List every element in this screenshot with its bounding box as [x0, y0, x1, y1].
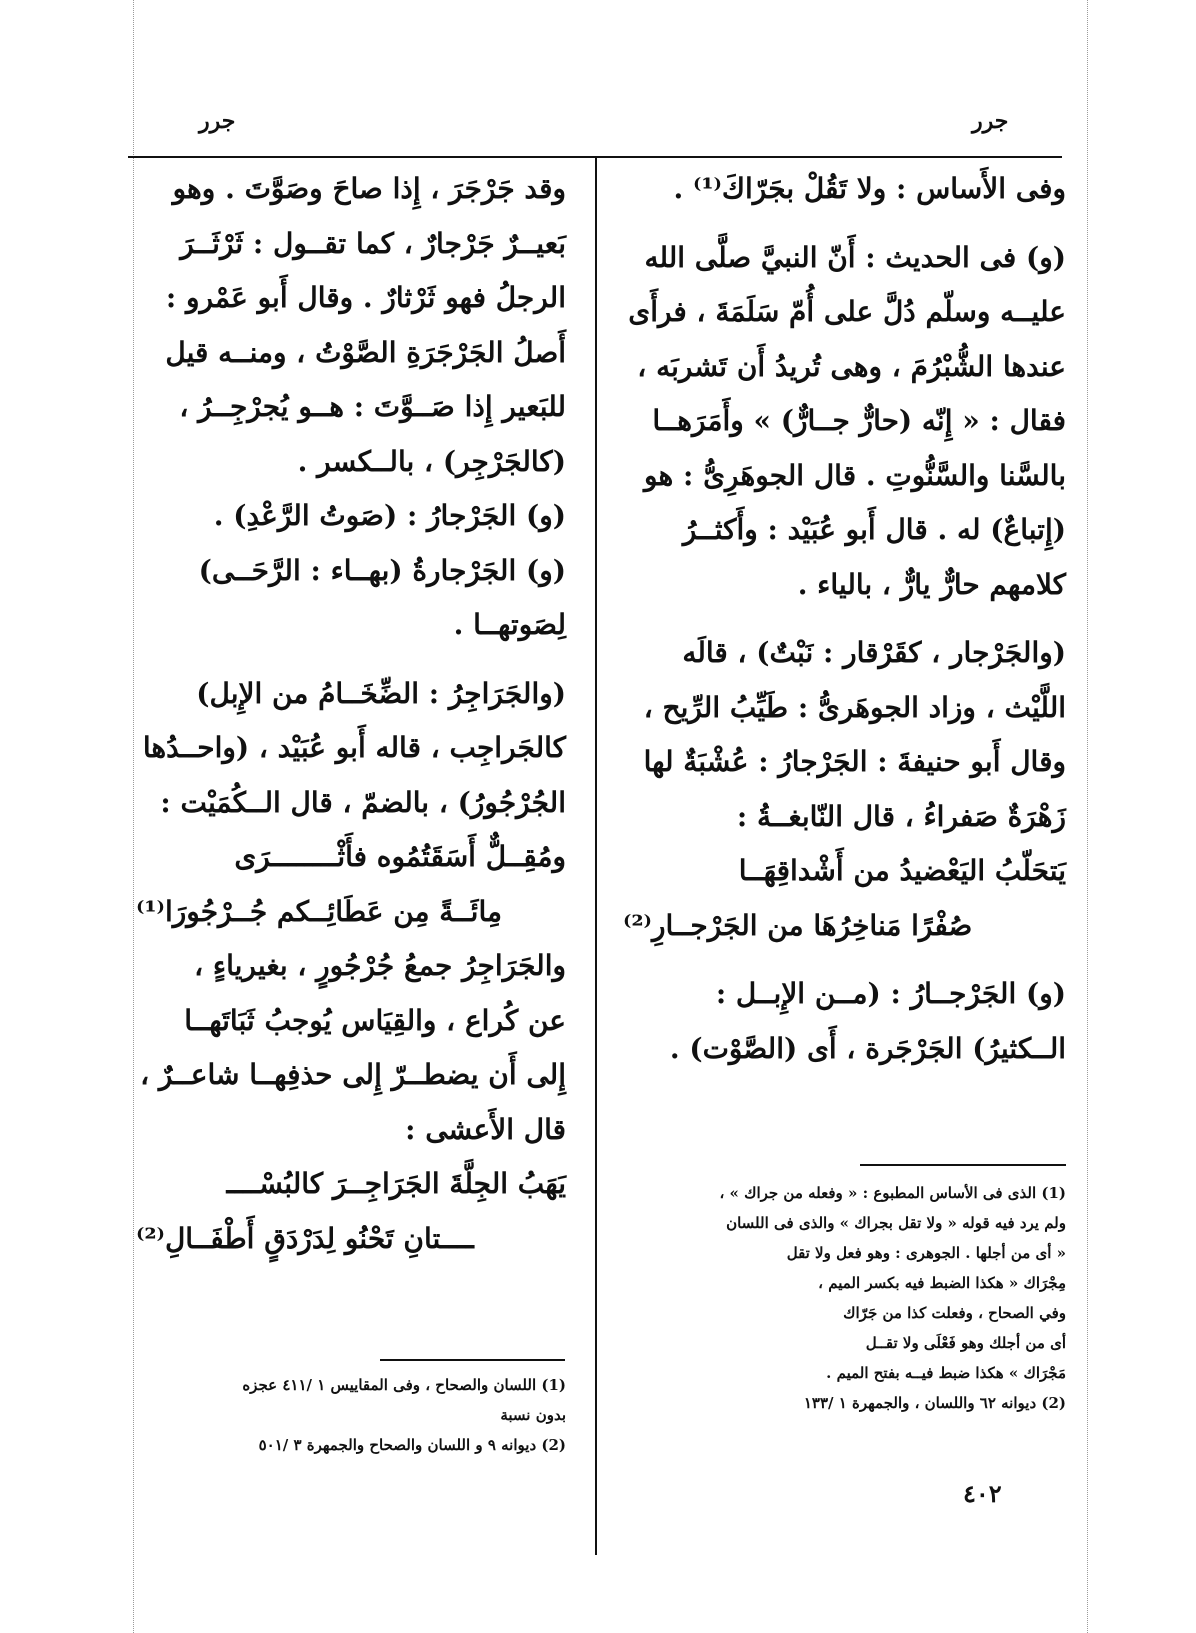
text-line: عن كُراع ، والقِيَاس يُوجبُ ثَبَاتَهــا [184, 1003, 566, 1037]
footnotes-right [623, 1178, 1066, 1418]
page-number: ٤٠٢ [963, 1479, 1002, 1508]
paragraph-gap [623, 612, 1066, 626]
running-header-left: جرر [199, 108, 236, 134]
text-line: (و) الجَرْجارةُ (بهــاء : الرَّحَــى) [198, 553, 566, 587]
text-line: وقال أَبو حنيفةَ : الجَرْجارُ : عُشْبَةٌ لها [643, 745, 1066, 778]
column-divider [595, 158, 597, 1555]
text-line: (والجَرَاجِرُ : الضِّخَــامُ من الإِبل) [196, 676, 566, 710]
text-line: (و) فى الحديث : أَنّ النبيَّ صلَّى الله [644, 240, 1066, 274]
paragraph-gap [623, 953, 1066, 967]
verse-line: مِائَــةً مِن عَطَائِــكم جُــرْجُورَا⁽¹⁾ [136, 894, 502, 928]
footnote-rule-right [860, 1164, 1066, 1166]
scan-margin-line-right [1087, 0, 1088, 1633]
text-line: بالسَّنا والسَّنُّوتِ . قال الجوهَرِىُّ : هو [644, 458, 1066, 492]
text-line: كلامهم حارٌّ يارٌّ ، بالياء . [797, 567, 1066, 601]
text-line: عليــه وسلّم دُلَّ على أُمّ سَلَمَةَ ، فرأَى [628, 295, 1066, 328]
left-column [136, 162, 566, 1266]
footnote-line: (1) الذى فى الأساس المطبوع : « وفعله من جراك » ، [719, 1184, 1066, 1202]
verse-line: ومُقِــلٌّ أَسَقَتُمُوه فأَثْــــــــرَى [234, 840, 566, 873]
text-line: (إِتباعٌ) له . قال أَبو عُبَيْد : وأَكثــرُ [682, 513, 1066, 546]
right-column [623, 162, 1066, 1076]
text-line: زَهْرَةٌ صَفراءُ ، قال النّابغــةُ : [736, 799, 1066, 833]
verse-line: ــــتانِ تَحْنُو لِدَرْدَقٍ أَطْفَــالِ⁽²⁾ [136, 1221, 474, 1255]
running-header-right: جرر [972, 108, 1009, 134]
text-line: أَصلُ الجَرْجَرَةِ الصَّوْتُ ، ومنــه قيل [165, 335, 566, 369]
footnote-line: مِجْرَاك « هكذا الضبط فيه بكسر الميم ، [818, 1274, 1066, 1292]
verse-line: يَهَبُ الجِلَّةَ الجَرَاجِــرَ كالبُسْــــ [226, 1167, 566, 1200]
text-line: كالجَراجِب ، قاله أَبو عُبَيْد ، (واحــدُها [142, 731, 566, 764]
footnote-line: أى من أجلك وهو فَعْلَى ولا تقــل [865, 1334, 1066, 1352]
text-line: والجَرَاجِرُ جمعُ جُرْجُورٍ ، بغيرياءٍ ، [194, 949, 566, 982]
text-line: الجُرْجُورُ) ، بالضمّ ، قال الــكُمَيْت : [160, 785, 566, 819]
text-line: (و) الجَرْجــارُ : (مــن الإِبــل : [715, 977, 1066, 1010]
footnote-line: « أى من أجلها . الجوهرى : وهو فعل ولا تقل [786, 1244, 1066, 1262]
footnote-line: (2) ديوانه ٩ و اللسان والصحاح والجمهرة ٣ /٥٠١ [258, 1436, 566, 1454]
text-line: بَعيــرٌ جَرْجارٌ ، كما تقــول : ثَرْثَــرَ [180, 226, 566, 260]
text-line: (والجَرْجار ، كقَرْقار : نَبْتٌ) ، قالَه [682, 636, 1066, 669]
text-line: لِصَوتهــا . [453, 608, 566, 641]
text-line: وفى الأَساس : ولا تَقُلْ بجَرّاكَ⁽¹⁾ . [673, 172, 1066, 205]
footnotes-left [136, 1370, 566, 1460]
text-line: اللَّيْث ، وزاد الجوهَرىُّ : طَيِّبُ الرِّيح ، [643, 690, 1066, 724]
text-line: قال الأَعشى : [405, 1112, 566, 1146]
footnote-line: (1) اللسان والصحاح ، وفى المقاييس ١ /٤١١ عجزه [242, 1376, 566, 1394]
footnote-line: ولم يرد فيه قوله « ولا تقل بجراك » والذى فى اللسان [726, 1214, 1066, 1232]
text-line: (و) الجَرْجارُ : (صَوتُ الرَّعْدِ) . [213, 499, 566, 532]
scan-margin-line-left [133, 0, 134, 1633]
verse-line: يَتحَلّبُ اليَعْضيدُ من أَشْداقِهَــا [738, 854, 1066, 887]
text-line: وقد جَرْجَرَ ، إِذا صاحَ وصَوَّتَ . وهو [172, 172, 566, 205]
footnote-line: وفي الصحاح ، وفعلت كذا من جَرّاك [843, 1304, 1066, 1322]
text-line: (كالجَرْجِر) ، بالــكسر . [297, 444, 566, 478]
text-line: إِلى أَن يضطــرّ إِلى حذفِهــا شاعــرٌ ، [140, 1058, 566, 1091]
footnote-line: (2) ديوانه ٦٢ واللسان ، والجمهرة ١ /١٣٣ [803, 1394, 1066, 1412]
paragraph-gap [623, 217, 1066, 231]
paragraph-gap [136, 653, 566, 667]
text-line: عندها الشُّبْرُمَ ، وهى تُريدُ أَن تَشربَه ، [637, 349, 1066, 383]
footnote-line: بدون نسبة [500, 1406, 566, 1424]
text-line: الرجلُ فهو ثَرْثارٌ . وقال أَبو عَمْرو : [165, 281, 566, 314]
text-line: للبَعير إِذا صَــوَّتَ : هــو يُجرْجِــرُ ، [179, 390, 566, 423]
footnote-rule-left [380, 1359, 565, 1361]
verse-line: صُفْرًا مَناخِرُهَا من الجَرْجــارِ⁽²⁾ [623, 908, 973, 942]
text-line: الــكثيرُ) الجَرْجَرة ، أَى (الصَّوْت) . [669, 1031, 1066, 1065]
footnote-line: مَجْرَاك » هكذا ضبط فيــه بفتح الميم . [826, 1364, 1066, 1382]
text-line: فقال : « إِنّه (حارٌّ جــارٌّ) » وأَمَرَهــا [652, 404, 1066, 437]
